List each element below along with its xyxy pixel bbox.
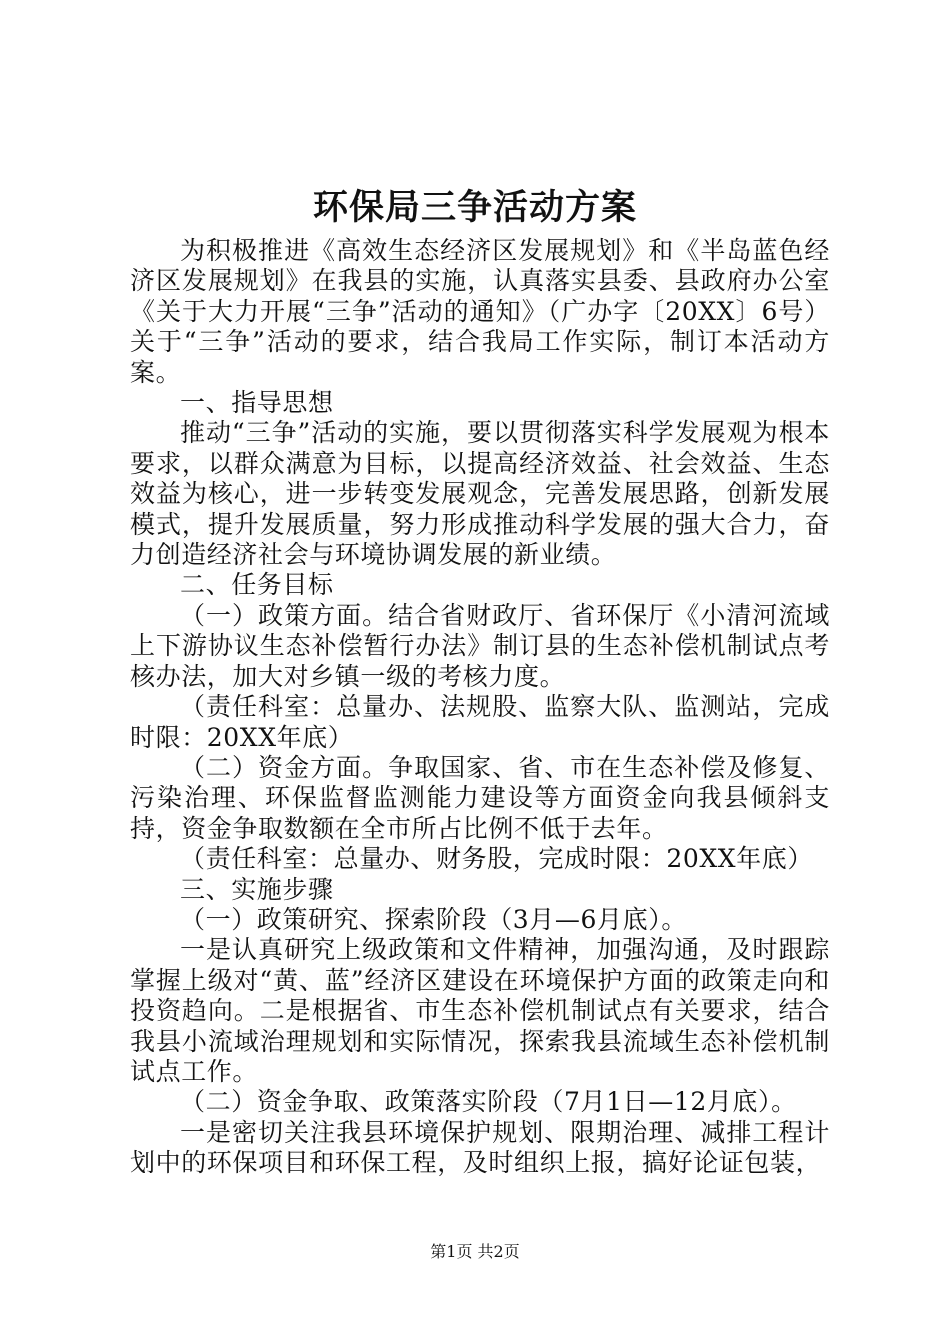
paragraph-policy-responsibility: （责任科室：总量办、法规股、监察大队、监测站，完成时限：20XX年底） [130,692,830,752]
paragraph-guiding-ideology: 推动“三争”活动的实施，要以贯彻落实科学发展观为根本要求，以群众满意为目标，以提高经济效益、社会效益、生态效益为核心，进一步转变发展观念，完善发展思路，创新发展模式，提升发展质量，努力形成推动科学发展的强大合力，奋力创造经济社会与环境协调发展的新业绩。 [130,418,830,570]
paragraph-funding-aspect: （二）资金方面。争取国家、省、市在生态补偿及修复、污染治理、环保监督监测能力建设等方面资金向我县倾斜支持，资金争取数额在全市所占比例不低于去年。 [130,752,830,843]
paragraph-policy-aspect: （一）政策方面。结合省财政厅、省环保厅《小清河流域上下游协议生态补偿暂行办法》制订县的生态补偿机制试点考核办法，加大对乡镇一级的考核力度。 [130,600,830,691]
heading-task-goals: 二、任务目标 [180,570,334,600]
paragraph-stage-two-detail: 一是密切关注我县环境保护规划、限期治理、减排工程计划中的环保项目和环保工程，及时组织上报，搞好论证包装， [130,1117,830,1178]
paragraph-stage-one-detail: 一是认真研究上级政策和文件精神，加强沟通，及时跟踪掌握上级对“黄、蓝”经济区建设在环境保护方面的政策走向和投资趋向。二是根据省、市生态补偿机制试点有关要求，结合我县小流域治理规划和实际情况，探索我县流域生态补偿机制试点工作。 [130,935,830,1086]
paragraph-stage-one: （一）政策研究、探索阶段（3月—6月底）。 [180,904,687,934]
document-body [130,236,830,1179]
heading-guiding-ideology: 一、指导思想 [180,388,334,418]
heading-implementation-steps: 三、实施步骤 [180,874,334,904]
page-footer: 第1页 共2页 [430,1242,520,1261]
document-title: 环保局三争活动方案 [312,187,637,228]
paragraph-funding-responsibility: （责任科室：总量办、财务股，完成时限：20XX年底） [180,844,814,874]
paragraph-intro: 为积极推进《高效生态经济区发展规划》和《半岛蓝色经济区发展规划》在我县的实施，认真落实县委、县政府办公室《关于大力开展“三争”活动的通知》（广办字〔20XX〕6号）关于“三争”活动的要求，结合我局工作实际，制订本活动方案。 [130,236,830,387]
paragraph-stage-two: （二）资金争取、政策落实阶段（7月1日—12月底）。 [180,1087,797,1117]
